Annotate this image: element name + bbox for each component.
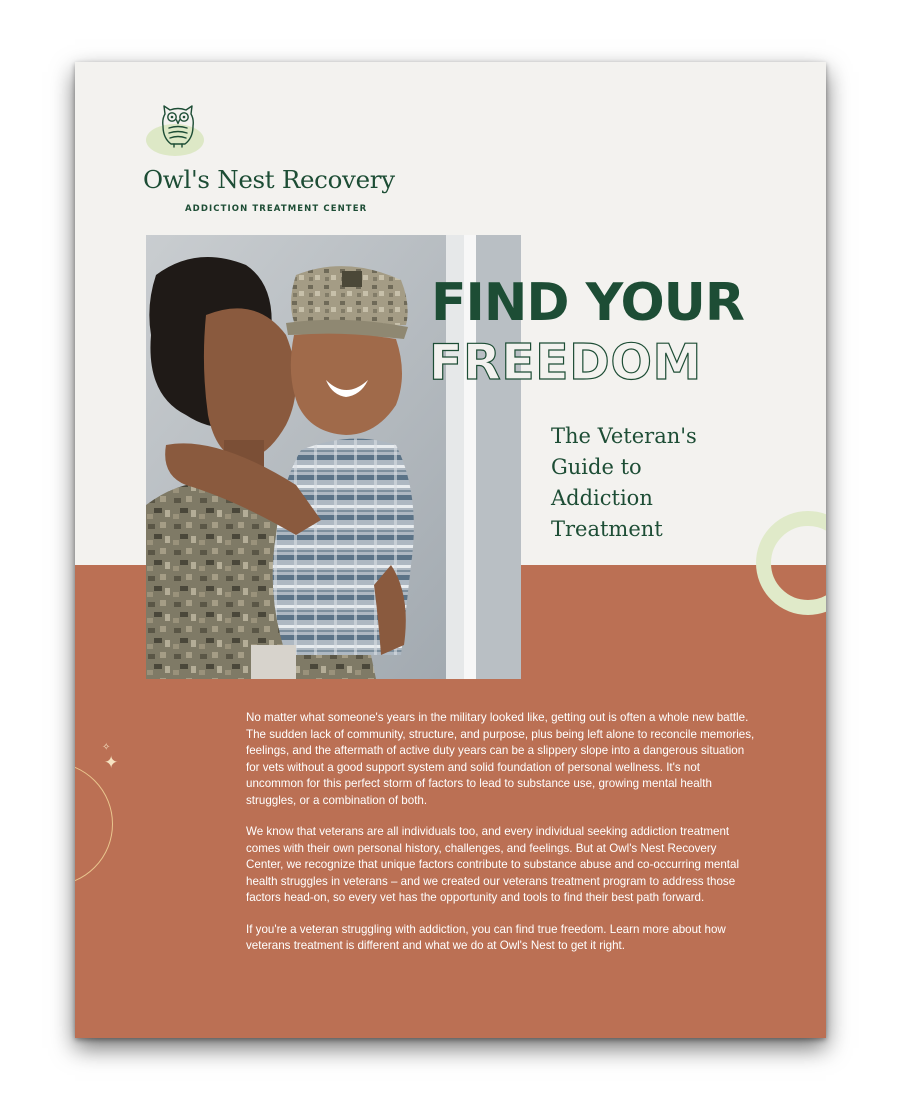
guide-subtitle [551,421,751,545]
body-copy [246,710,756,970]
sparkle-icon: ✦ [104,753,119,773]
brochure-page [75,62,826,1038]
subtitle-line: Guide to [551,455,642,479]
owl-icon [157,102,199,150]
headline-line1: FIND YOUR [431,273,744,333]
body-paragraph: We know that veterans are all individuals too, and every individual seeking addiction treatment comes with their own personal history, challenges, and feelings. But at Owl's Nest Recovery Center, we recognize that unique factors contribute to substance abuse and co-occurring mental health struggles in veterans – and we created our veterans treatment program to address those factors head-on, so every vet has the opportunity and tools to find their best path forward. [246,825,740,904]
subtitle-line: The Veteran's [551,424,697,448]
subtitle-line: Addiction [551,486,653,510]
body-paragraph: No matter what someone's years in the military looked like, getting out is often a whole new battle. The sudden lack of community, structure, and purpose, plus being left alone to reconcile memories, feelings, and the aftermath of active duty years can be a slippery slope into a dangerous situation for vets without a good support system and solid foundation of personal wellness. It's not uncommon for this perfect storm of factors to lead to substance use, growing mental health struggles, or a combination of both. [246,711,755,807]
brand-logo [145,102,445,222]
subtitle-line: Treatment [551,517,663,541]
sparkle-small-icon: ✧ [102,742,111,753]
brand-name: Owl's Nest Recovery [143,165,395,194]
headline-line2-outline: FREEDOM [429,334,702,391]
brand-tagline: ADDICTION TREATMENT CENTER [185,204,368,214]
body-paragraph: If you're a veteran struggling with addiction, you can find true freedom. Learn more about how veterans treatment is different and what we do at Owl's Nest to get it right. [246,922,726,952]
